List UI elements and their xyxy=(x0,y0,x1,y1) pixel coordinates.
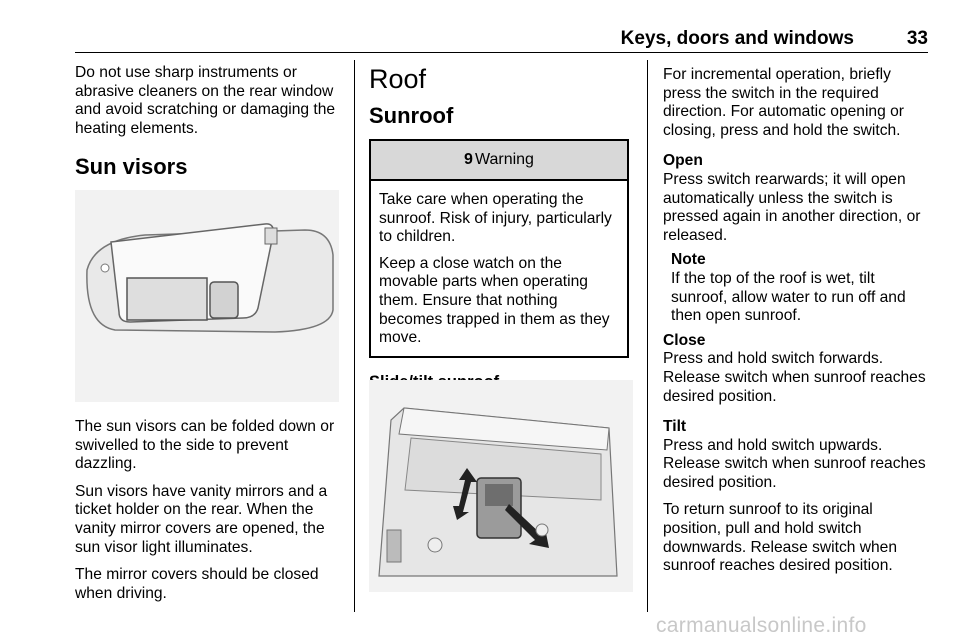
vanity-mirror-text: Sun visors have vanity mirrors and a ticket holder on the rear. When the vanity mirror covers are opened, the sun visor light illuminates. xyxy=(75,482,328,556)
warning-icon: 9 xyxy=(464,150,473,168)
column-2 xyxy=(369,63,633,392)
open-text: Press switch rearwards; it will open automatically unless the switch is pressed again in another direction, or released. xyxy=(663,170,921,244)
sunroof-heading: Sunroof xyxy=(369,103,454,128)
close-text: Press and hold switch forwards. Release switch when sunroof reaches desired position. xyxy=(663,350,926,405)
warning-title: Warning xyxy=(474,150,534,168)
sun-visor-fold-text: The sun visors can be folded down or swivelled to the side to prevent dazzling. xyxy=(75,418,335,473)
page-header xyxy=(75,28,928,50)
close-label: Close xyxy=(663,331,706,349)
header-title: Keys, doors and windows xyxy=(620,28,854,49)
tilt-label: Tilt xyxy=(663,418,687,436)
header-rule xyxy=(75,52,928,53)
mirror-cover-text: The mirror covers should be closed when driving. xyxy=(75,566,319,602)
warning-header xyxy=(371,141,627,181)
column-divider-left xyxy=(354,60,355,612)
warning-text-2: Keep a close watch on the movable parts when operating them. Ensure that nothing becomes trapped in them as they move. xyxy=(379,254,610,347)
column-divider-right xyxy=(647,60,648,612)
column-1-lower xyxy=(75,418,347,612)
sun-visors-heading: Sun visors xyxy=(75,154,188,180)
column-3 xyxy=(663,66,929,585)
return-text: To return sunroof to its original position, pull and hold switch downwards. Release switch when sunroof reaches desired position. xyxy=(663,501,898,575)
watermark: carmanualsonline.info xyxy=(656,614,867,637)
operation-text: For incremental operation, briefly press the switch in the required direction. For automatic opening or closing, press and hold the switch. xyxy=(663,66,904,139)
column-1 xyxy=(75,64,345,180)
note-text: If the top of the roof is wet, tilt sunroof, allow water to run off and then open sunroof. xyxy=(671,269,906,325)
sunroof-switch-illustration xyxy=(369,380,633,592)
roof-heading: Roof xyxy=(369,64,427,94)
note-label: Note xyxy=(671,251,706,269)
rear-window-warning-text: Do not use sharp instruments or abrasive cleaners on the rear window and avoid scratching or damaging the heating elements. xyxy=(75,64,336,137)
open-label: Open xyxy=(663,152,703,170)
warning-box xyxy=(369,139,629,358)
warning-text-1: Take care when operating the sunroof. Risk of injury, particularly to children. xyxy=(379,191,612,246)
tilt-text: Press and hold switch upwards. Release switch when sunroof reaches desired position. xyxy=(663,436,926,491)
page-number: 33 xyxy=(906,28,928,49)
sun-visor-illustration xyxy=(75,190,339,402)
note-block xyxy=(663,251,929,325)
